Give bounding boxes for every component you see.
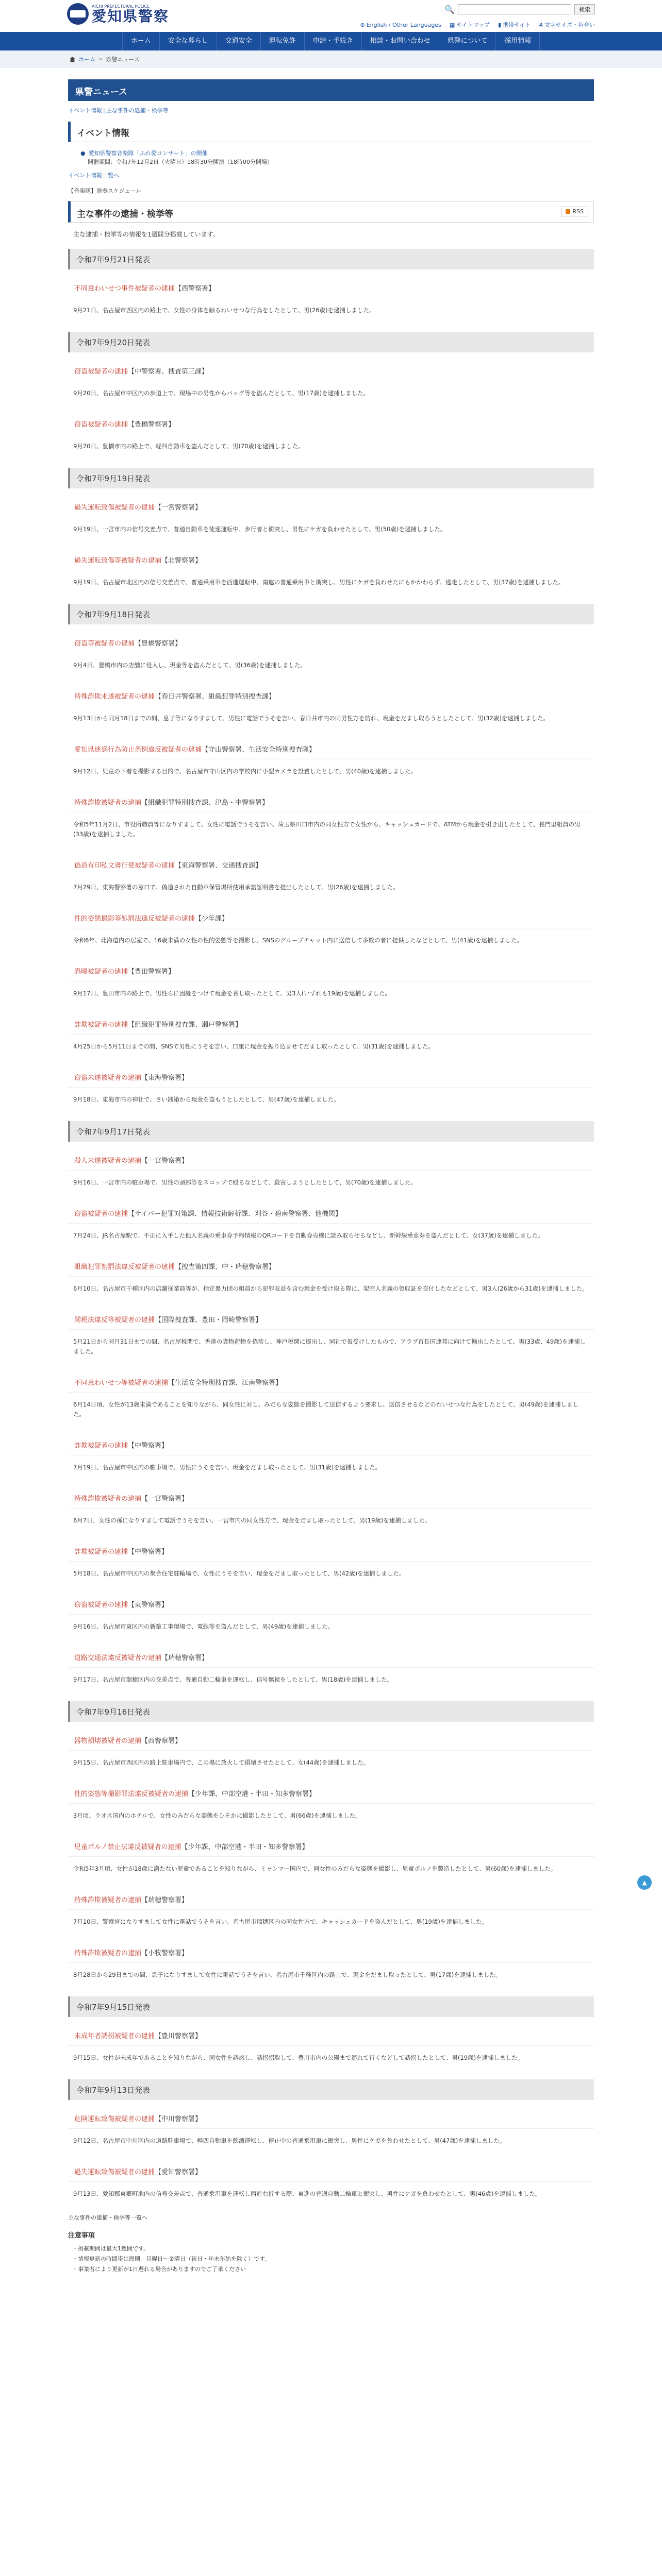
- date-heading: 令和7年9月13日発表: [68, 2079, 594, 2100]
- case-body: 4月25日から5月11日までの間、SNSで男性にうそを言い、口座に現金を振り込ませてだまし取ったとして、男(31歳)を逮捕しました。: [73, 1043, 434, 1050]
- case-office: 【組織犯罪特別捜査課、津島・中警察署】: [141, 799, 269, 807]
- event-link[interactable]: 愛知県警察音楽隊「ふれ愛コンサート」の開催: [88, 150, 208, 157]
- case-item: [68, 1782, 594, 1828]
- text-size-link[interactable]: A 文字サイズ・色合い: [539, 21, 595, 28]
- case-crime: 詐欺被疑者の逮捕: [74, 1021, 128, 1029]
- event-list: [80, 149, 594, 158]
- case-title: [68, 1646, 594, 1668]
- case-body: 9月15日、名古屋市西区内の路上駐車場内で、この場に放火して損壊させたとして、女(44歳)を逮捕しました。: [73, 1759, 370, 1766]
- case-office: 【中警察署】: [128, 1548, 169, 1556]
- case-office: 【国際捜査課、豊田・岡崎警察署】: [155, 1316, 262, 1324]
- case-office: 【東警察署】: [128, 1601, 169, 1609]
- case-crime: 性的姿態等撮影罪法違反被疑者の逮捕: [74, 1790, 189, 1798]
- case-title: [68, 1540, 594, 1562]
- case-body: 9月21日、名古屋市西区内の路上で、女性の身体を触るわいせつな行為をしたとして、男(26歳)を逮捕しました。: [73, 307, 375, 314]
- breadcrumb-home[interactable]: ホーム: [78, 56, 95, 63]
- case-crime: 詐欺被疑者の逮捕: [74, 1548, 128, 1556]
- case-office: 【中警察署】: [128, 1442, 169, 1450]
- date-heading: 令和7年9月18日発表: [68, 604, 594, 624]
- case-crime: 窃盗被疑者の逮捕: [74, 421, 128, 429]
- case-body: 3月頃、ラオス国内のホテルで、女性のみだらな姿態をひそかに撮影したとして、男(66歳)を逮捕しました。: [73, 1812, 361, 1819]
- case-body: 令和6年、北海道内の居室で、16歳未満の女性の性的姿態等を撮影し、SNSのグループチャット内に送信して多数の者に提供したなどとして、男(41歳)を逮捕しました。: [73, 937, 523, 944]
- case-item: [68, 854, 594, 900]
- case-crime: 関税法違反等被疑者の逮捕: [74, 1316, 155, 1324]
- case-crime: 窃盗等被疑者の逮捕: [74, 640, 135, 648]
- case-title: [68, 1149, 594, 1171]
- case-body: 9月16日、一宮市内の駐車場で、男性の頭部等をスコップで殴るなどして、殺害しようとしたとして、男(70歳)を逮捕しました。: [73, 1179, 417, 1186]
- case-crime: 過失運転致傷被疑者の逮捕: [74, 2168, 155, 2176]
- text-size-icon: A: [539, 21, 543, 28]
- case-body: 9月12日、児童の下着を撮影する目的で、名古屋市守山区内の学校内に小型カメラを設置したとして、男(40歳)を逮捕しました。: [73, 768, 417, 775]
- event-section-title: イベント情報: [68, 122, 594, 142]
- case-crime: 不同意わいせつ等被疑者の逮捕: [74, 1379, 169, 1387]
- arrest-list-link[interactable]: 主な事件の逮捕・検挙等一覧へ: [68, 2214, 147, 2221]
- case-item: [68, 907, 594, 953]
- case-crime: 特殊詐欺被疑者の逮捕: [74, 1495, 142, 1503]
- case-item: [68, 2107, 594, 2153]
- date-heading: 令和7年9月16日発表: [68, 1701, 594, 1722]
- case-item: [68, 1487, 594, 1533]
- case-office: 【豊田警察署】: [128, 968, 175, 976]
- utility-links: [360, 21, 595, 29]
- case-title: [68, 277, 594, 298]
- main-content: [68, 79, 594, 2275]
- date-heading: 令和7年9月20日発表: [68, 332, 594, 352]
- nav-traffic[interactable]: 交通安全: [217, 32, 260, 50]
- case-item: [68, 1066, 594, 1112]
- nav-consultation[interactable]: 相談・お問い合わせ: [361, 32, 439, 50]
- case-title: [68, 907, 594, 928]
- case-office: 【一宮警察署】: [141, 1495, 189, 1503]
- case-item: [68, 496, 594, 541]
- case-crime: 特殊詐欺被疑者の逮捕: [74, 1950, 142, 1957]
- case-office: 【西警察署】: [175, 285, 216, 293]
- case-title: [68, 1434, 594, 1455]
- case-body: 令和5年11月2日、市役所職員等になりすまして、女性に電話でうそを言い、埼玉県川口市内の同女性方で女性から、キャッシュカードで、ATMから現金を引き出したとして、長門里組員の男(33歳)を逮捕しました。: [73, 821, 581, 838]
- logo-sub-text: AICHI PREFECTURAL POLICE: [92, 4, 150, 9]
- case-office: 【東海警察署】: [141, 1074, 189, 1082]
- case-crime: 詐欺被疑者の逮捕: [74, 1442, 128, 1450]
- case-office: 【東海警察署、交通捜査課】: [175, 862, 262, 870]
- notice-list: [68, 2244, 594, 2275]
- case-title: [68, 2160, 594, 2182]
- rss-button[interactable]: RSS: [561, 207, 588, 216]
- case-item: [68, 413, 594, 459]
- case-body: 9月16日、名古屋市東区内の新築工事現場で、電線等を盗んだとして、男(49歳)を逮捕しました。: [73, 1623, 334, 1630]
- case-item: [68, 277, 594, 323]
- case-title: [68, 2024, 594, 2046]
- back-to-top-button[interactable]: ▲: [637, 1875, 652, 1890]
- case-crime: 窃盗被疑者の逮捕: [74, 1601, 128, 1609]
- case-item: [68, 632, 594, 677]
- search-icon: 🔍: [444, 4, 455, 14]
- case-office: 【組織犯罪特別捜査課、瀬戸警察署】: [128, 1021, 242, 1029]
- case-office: 【豊橋警察署】: [135, 640, 182, 648]
- logo-main-text: 愛知県警察: [92, 7, 170, 25]
- case-office: 【瑞穂警察署】: [161, 1654, 209, 1662]
- case-title: [68, 738, 594, 759]
- case-title: [68, 1487, 594, 1509]
- breadcrumb-separator: >: [98, 56, 103, 62]
- case-crime: 特殊詐欺被疑者の逮捕: [74, 1896, 142, 1904]
- case-item: [68, 685, 594, 731]
- case-crime: 偽造有印私文書行使被疑者の逮捕: [74, 862, 175, 870]
- case-crime: 不同意わいせつ事件被疑者の逮捕: [74, 285, 175, 293]
- case-body: 6月14日頃、女性が13歳未満であることを知りながら、同女性に対し、みだらな姿態を撮影して送信するよう要求し、送信させるなどのわいせつな行為をしたとして、男(49歳)を逮捕しました。: [73, 1401, 578, 1418]
- case-crime: 窃盗被疑者の逮捕: [74, 368, 128, 376]
- list-item: [80, 149, 594, 158]
- arrest-info-link[interactable]: 主な事件の逮捕・検挙等: [106, 107, 169, 114]
- search-button[interactable]: 検索: [574, 4, 595, 14]
- sitemap-link[interactable]: ▦ サイトマップ: [449, 21, 490, 28]
- police-emblem-icon: [67, 3, 89, 25]
- case-body: 6月10日、名古屋市千種区内の店舗従業員等が、指定暴力団の組員から犯罪収益を含む現金を受け取る際に、架空人名義の領収証を交付したなどとして、男3人(26歳から31歳)を逮捕しました。: [73, 1285, 588, 1292]
- case-office: 【愛知警察署】: [155, 2168, 202, 2176]
- link-separator: |: [103, 107, 105, 114]
- case-item: [68, 1835, 594, 1881]
- case-item: [68, 1434, 594, 1480]
- case-title: [68, 1066, 594, 1088]
- case-item: [68, 1255, 594, 1301]
- case-body: 7月24日、JR名古屋駅で、不正に入手した他人名義の乗車券予約情報のQRコードを自動券売機に読み取らせるなどし、新幹線乗車券を盗んだとして、女(37歳)を逮捕しました。: [73, 1232, 544, 1239]
- case-body: 9月15日、女性が未成年であることを知りながら、同女性を誘惑し、誘拐拐取して、豊川市内の公園まで連れて行くなどして誘拐したとして、男(19歳)を逮捕しました。: [73, 2054, 524, 2061]
- case-body: 9月19日、名古屋市北区内の信号交差点で、普通乗用車を西進運転中、南進の普通乗用車と衝突し、男性にケガを負わせたにもかかわらず、逃走したとして、男(37歳)を逮捕しました。: [73, 579, 565, 586]
- nav-home[interactable]: ホーム: [122, 32, 159, 50]
- bullet-icon: ●: [80, 150, 86, 157]
- case-body: 7月10日、警察官になりすまして女性に電話でうそを言い、名古屋市瑞穂区内の同女性方で、キャッシュカードを盗んだとして、男(19歳)を逮捕しました。: [73, 1918, 488, 1925]
- case-item: [68, 2024, 594, 2070]
- case-office: 【少年課、中部空港・半田・知多警察署】: [188, 1790, 316, 1798]
- event-detail: 開催期間：令和7年12月2日（火曜日）18時30分開演（18時00分開場）: [88, 159, 273, 165]
- language-link[interactable]: ⊕ English / Other Languages: [360, 21, 441, 28]
- case-title: [68, 1593, 594, 1615]
- mobile-icon: ▮: [498, 21, 502, 28]
- case-title: [68, 1255, 594, 1277]
- date-heading: 令和7年9月17日発表: [68, 1121, 594, 1142]
- case-item: [68, 1593, 594, 1639]
- case-crime: 殺人未遂被疑者の逮捕: [74, 1157, 142, 1165]
- nav-applications[interactable]: 申請・手続き: [304, 32, 361, 50]
- event-more-link[interactable]: イベント情報一覧へ: [68, 172, 119, 179]
- globe-icon: ⊕: [360, 21, 365, 28]
- case-body: 9月19日、一宮市内の信号交差点で、普通自動車を徒速運転中、歩行者と衝突し、男性にケガを負わせたとして、男(50歳)を逮捕しました。: [73, 526, 446, 533]
- case-title: [68, 2107, 594, 2129]
- case-crime: 器物損壊被疑者の逮捕: [74, 1737, 142, 1745]
- breadcrumb: [0, 50, 662, 68]
- case-item: [68, 360, 594, 405]
- case-title: [68, 1888, 594, 1910]
- case-body: 9月20日、名古屋市中区内の歩道上で、現場中の男性からバッグ等を盗んだとして、男(17歳)を逮捕しました。: [73, 389, 370, 397]
- case-office: 【西警察署】: [141, 1737, 182, 1745]
- case-item: [68, 791, 594, 846]
- case-item: [68, 1941, 594, 1987]
- case-office: 【北警察署】: [161, 557, 202, 565]
- case-office: 【小牧警察署】: [141, 1950, 189, 1957]
- arrest-section-title: [68, 201, 594, 223]
- search-input[interactable]: [458, 4, 571, 14]
- case-office: 【少年課、中部空港・半田・知多警察署】: [181, 1843, 309, 1851]
- case-item: [68, 1308, 594, 1364]
- site-logo[interactable]: [67, 3, 169, 25]
- case-title: [68, 1308, 594, 1330]
- case-office: 【捜査第四課、中・瑞穂警察署】: [175, 1263, 276, 1271]
- case-body: 9月4日、豊橋市内の店舗に侵入し、現金等を盗んだとして、男(36歳)を逮捕しました。: [73, 662, 307, 669]
- case-title: [68, 360, 594, 381]
- page-title: 県警ニュース: [68, 79, 594, 101]
- case-crime: 窃盗未遂被疑者の逮捕: [74, 1074, 142, 1082]
- section-intro: 主な逮捕・検挙等の情報を1週間分掲載しています。: [73, 231, 219, 238]
- sitemap-icon: ▦: [449, 21, 455, 28]
- case-office: 【瑞穂警察署】: [141, 1896, 189, 1904]
- case-title: [68, 1782, 594, 1804]
- nav-safety[interactable]: 安全な暮らし: [159, 32, 217, 50]
- music-schedule-link[interactable]: 【音楽隊】演奏スケジュール: [68, 188, 142, 194]
- case-body: 令和5年3月頃、女性が18歳に満たない児童であることを知りながら、ミャンマー国内で、同女性のみだらな姿態を撮影し、児童ポルノを製造したとして、男(60歳)を逮捕しました。: [73, 1865, 557, 1872]
- case-title: [68, 1013, 594, 1035]
- case-item: [68, 1646, 594, 1692]
- case-body: 7月19日、名古屋市中区内の駐車場で、男性にうそを言い、現金をだまし取ったとして、男(31歳)を逮捕しました。: [73, 1464, 382, 1471]
- date-heading: 令和7年9月21日発表: [68, 249, 594, 269]
- case-title: [68, 549, 594, 570]
- case-item: [68, 738, 594, 784]
- case-office: 【豊川警察署】: [155, 2032, 202, 2040]
- case-crime: 恐喝被疑者の逮捕: [74, 968, 128, 976]
- case-item: [68, 1149, 594, 1195]
- case-item: [68, 1729, 594, 1775]
- case-body: 9月17日、豊田市内の路上で、男性らに因縁をつけて現金を脅し取ったとして、男3人(いずれも19歳)を逮捕しました。: [73, 990, 391, 997]
- case-crime: 道路交通法違反被疑者の逮捕: [74, 1654, 162, 1662]
- nav-license[interactable]: 運転免許: [260, 32, 304, 50]
- case-title: [68, 1941, 594, 1963]
- rss-icon: [566, 209, 570, 214]
- case-office: 【サイバー犯罪対策課、情報技術解析課、刈谷・碧南警察署、他機関】: [128, 1210, 342, 1218]
- home-icon: [70, 57, 75, 62]
- case-body: 7月29日、東海警察署の窓口で、偽造された自動車保管場所使用承諾証明書を提出したとして、男(26歳)を逮捕しました。: [73, 884, 399, 891]
- case-title: [68, 632, 594, 653]
- case-office: 【豊橋警察署】: [128, 421, 175, 429]
- case-crime: 危険運転致傷被疑者の逮捕: [74, 2115, 155, 2123]
- date-heading: 令和7年9月19日発表: [68, 468, 594, 488]
- case-crime: 未成年者誘拐被疑者の逮捕: [74, 2032, 155, 2040]
- case-crime: 過失運転致傷被疑者の逮捕: [74, 504, 155, 512]
- case-body: 8月28日から29日までの間、息子になりすまして女性に電話でうそを言い、名古屋市千種区内の路上で、現金をだまし取ったとして、男(17歳)を逮捕しました。: [73, 1971, 502, 1978]
- case-body: 5月21日から同月31日までの間、名古屋税関で、香港の貨物荷物を偽装し、神戸税関に提出し、同社で仮受けしたもので、アラブ首長国連邦に向けて輸出したとして、男(33歳、49歳)を逮捕しました。: [73, 1338, 586, 1355]
- main-nav: [0, 32, 662, 50]
- case-office: 【春日井警察署、組織犯罪特別捜査課】: [155, 693, 276, 701]
- case-title: [68, 791, 594, 812]
- page-sub-links: [68, 106, 594, 114]
- case-item: [68, 1888, 594, 1934]
- case-item: [68, 1013, 594, 1059]
- case-crime: 性的姿態撮影等処罰法違反被疑者の逮捕: [74, 915, 195, 923]
- case-office: 【中川警察署】: [155, 2115, 202, 2123]
- case-title: [68, 496, 594, 517]
- case-office: 【守山警察署、生活安全特別捜査隊】: [202, 746, 316, 754]
- nav-recruit[interactable]: 採用情報: [495, 32, 540, 50]
- case-body: 6月7日、女性の孫になりすまして電話でうそを言い、一宮市内の同女性方で、現金をだまし取ったとして、男(19歳)を逮捕しました。: [73, 1517, 431, 1524]
- case-crime: 児童ポルノ禁止法違反被疑者の逮捕: [74, 1843, 181, 1851]
- arrest-sections: [68, 249, 594, 2206]
- date-heading: 令和7年9月15日発表: [68, 1996, 594, 2017]
- case-crime: 特殊詐欺未遂被疑者の逮捕: [74, 693, 155, 701]
- case-item: [68, 2160, 594, 2206]
- case-body: 9月20日、豊橋市内の路上で、軽四自動車を盗んだとして、男(70歳)を逮捕しました。: [73, 443, 304, 450]
- case-body: 9月18日、東海市内の神社で、さい銭箱から現金を盗もうとしたとして、男(47歳)を逮捕しました。: [73, 1096, 340, 1103]
- case-office: 【中警察署、捜査第三課】: [128, 368, 209, 376]
- case-crime: 愛知県迷惑行為防止条例違反被疑者の逮捕: [74, 746, 202, 754]
- case-office: 【生活安全特別捜査課、江南警察署】: [168, 1379, 283, 1387]
- case-body: 9月12日、名古屋市中川区内の道路駐車場で、軽四自動車を飲酒運転し、停止中の普通乗用車に衝突し、男性にケガを負わせたとして、男(47歳)を逮捕しました。: [73, 2137, 506, 2144]
- case-crime: 過失運転致傷等被疑者の逮捕: [74, 557, 162, 565]
- case-office: 【少年課】: [195, 915, 229, 923]
- notice-item: ・ 情報更新の時間帯は原則 月曜日～金曜日（祝日・年末年始を除く）です。: [72, 2254, 594, 2264]
- case-crime: 組織犯罪処罰法違反被疑者の逮捕: [74, 1263, 175, 1271]
- notice-item: ・ 掲載期間は最大1週間です。: [72, 2244, 594, 2254]
- breadcrumb-current: 県警ニュース: [106, 56, 140, 63]
- case-item: [68, 1371, 594, 1427]
- case-title: [68, 685, 594, 706]
- case-title: [68, 413, 594, 434]
- case-body: 9月13日、愛知郡東郷町地内の信号交差点で、普通乗用車を運転し西進右折する際、東進の普通自動二輪車と衝突し、男性にケガを負わせたとして、男(46歳)を逮捕しました。: [73, 2190, 541, 2197]
- case-office: 【一宮警察署】: [155, 504, 202, 512]
- case-crime: 特殊詐欺被疑者の逮捕: [74, 799, 142, 807]
- nav-about[interactable]: 県警について: [439, 32, 496, 50]
- case-item: [68, 549, 594, 595]
- case-item: [68, 960, 594, 1006]
- site-header: [0, 0, 662, 32]
- case-body: 9月13日から同月18日までの間、息子等になりすまして、男性に電話でうそを言い、春日井市内の同男性方を訪れ、現金をだまし取ろうとしたとして、男(32歳)を逮捕しました。: [73, 715, 549, 722]
- case-office: 【一宮警察署】: [141, 1157, 189, 1165]
- case-title: [68, 1729, 594, 1751]
- event-info-link[interactable]: イベント情報: [68, 107, 102, 114]
- case-body: 5月18日、名古屋市中区内の集合住宅駐輪場で、女性にうそを言い、現金をだまし取ったとして、男(42歳)を逮捕しました。: [73, 1570, 405, 1577]
- notice-item: ・ 事業者により更新が1日遅れる場合がありますのでご了承ください: [72, 2264, 594, 2275]
- case-title: [68, 960, 594, 981]
- case-crime: 窃盗被疑者の逮捕: [74, 1210, 128, 1218]
- case-item: [68, 1202, 594, 1248]
- case-body: 9月17日、名古屋市瑞穂区内の交差点で、普通自動二輪車を運転し、信号無視をしたとして、男(18歳)を逮捕しました。: [73, 1676, 393, 1683]
- case-title: [68, 1371, 594, 1393]
- case-item: [68, 1540, 594, 1586]
- case-title: [68, 1202, 594, 1224]
- search-area: [444, 4, 595, 14]
- case-title: [68, 1835, 594, 1857]
- notice-title: 注意事項: [68, 2232, 95, 2240]
- arrest-section-heading: 主な事件の逮捕・検挙等: [77, 209, 173, 219]
- mobile-site-link[interactable]: ▮ 携帯サイト: [498, 21, 531, 28]
- case-title: [68, 854, 594, 875]
